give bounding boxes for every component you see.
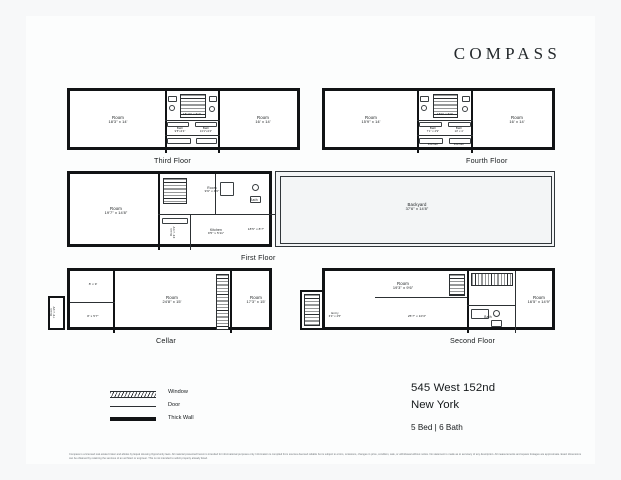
room-label: Room 18'3" x 14' bbox=[108, 115, 128, 125]
floor-name-cellar: Cellar bbox=[156, 336, 176, 345]
fixture bbox=[462, 96, 470, 102]
fixture bbox=[169, 105, 175, 111]
address-line-2: New York bbox=[411, 399, 460, 411]
room-label: Kitchen 9'5" x 5'11" bbox=[207, 228, 225, 236]
room-label: Room 16'5" x 14'9" bbox=[527, 295, 551, 305]
wall bbox=[215, 174, 216, 214]
floorplan-sheet bbox=[26, 16, 595, 464]
wall bbox=[218, 91, 220, 153]
floor-second bbox=[322, 268, 555, 330]
floor-name-first: First Floor bbox=[241, 253, 276, 262]
room-label: 25'7" x 10'3" bbox=[407, 314, 427, 318]
room-label: Room 16' x 14' bbox=[509, 115, 525, 125]
room-label: 18'5" x 8'7" bbox=[247, 227, 265, 231]
wall bbox=[165, 120, 220, 121]
floor-first bbox=[67, 171, 272, 247]
room-label: Room 3'4" x 5'3" bbox=[169, 225, 177, 239]
room-label: Room 19'3" x 9'6" bbox=[392, 281, 414, 291]
address-line-1: 545 West 152nd bbox=[411, 382, 496, 394]
fixture bbox=[252, 184, 259, 191]
room-label: Room 19'7" x 14'8" bbox=[104, 206, 128, 216]
floor-third bbox=[67, 88, 300, 150]
wall bbox=[70, 302, 115, 303]
room-label: Bath 9'5"x4'4" bbox=[174, 126, 186, 134]
door-symbol-icon bbox=[110, 406, 156, 407]
wall bbox=[158, 214, 275, 215]
thick-wall-symbol-icon bbox=[110, 417, 156, 421]
window-symbol-icon bbox=[110, 391, 156, 398]
wall bbox=[467, 271, 469, 333]
legend-item-window bbox=[110, 387, 310, 400]
room-label: Room 16' x 14' bbox=[255, 115, 271, 125]
room-label: Room 9'9" x 4'6" bbox=[204, 186, 220, 194]
floor-name-fourth: Fourth Floor bbox=[466, 156, 508, 165]
wall bbox=[417, 120, 473, 121]
fixture bbox=[491, 320, 502, 327]
disclaimer-text: Compass is a licensed real estate broker and abides by Equal Housing Opportunity laws. All material presented herein is intended for informational purposes only. Information is compiled from sources deemed reliable but is subject to errors, omissions, changes in price, condition, sale, or withdrawal without notice. No statement is made as to accuracy of any description. All measurements and square footages are approximate. Exact dimensions can be obtained by retaining the services of an architect or engineer. This is not intended to solicit property already listed. bbox=[69, 453, 581, 461]
fixture bbox=[209, 106, 215, 112]
wall bbox=[417, 135, 473, 136]
room-label: Bath 7'1" x 4'9" bbox=[426, 126, 440, 134]
floor-name-third: Third Floor bbox=[154, 156, 191, 165]
legend-item-door bbox=[110, 400, 310, 413]
room-label: Bath 13' x 4' bbox=[454, 126, 464, 134]
room-label: Bath 13'1"x4'4" bbox=[199, 126, 213, 134]
stair-icon bbox=[163, 178, 187, 204]
wall bbox=[190, 214, 191, 250]
room-label: Backyard 37'6" x 14'8" bbox=[405, 202, 429, 212]
room-label: 8' x 5'7" bbox=[87, 314, 99, 318]
wall bbox=[515, 271, 516, 333]
bed-bath-summary: 5 Bed | 6 Bath bbox=[411, 423, 463, 432]
wall bbox=[158, 174, 160, 250]
room-label: 18'6" x 6'9" bbox=[436, 112, 454, 116]
room-label: Kitchen bbox=[453, 142, 465, 146]
fixture bbox=[420, 96, 429, 102]
fixture bbox=[462, 106, 468, 112]
wall bbox=[467, 305, 515, 306]
room-label: 18'10" x 6'7" bbox=[182, 112, 202, 116]
fixture bbox=[196, 138, 217, 144]
room-label: Bath bbox=[250, 198, 258, 202]
legend-label: Door bbox=[168, 402, 181, 408]
legend-label: Window bbox=[168, 389, 188, 395]
fixture bbox=[167, 138, 191, 144]
stair-icon bbox=[449, 274, 465, 296]
room-label: Room 17'3" x 15' bbox=[246, 295, 266, 305]
legend-item-thick-wall bbox=[110, 413, 310, 426]
stair-icon bbox=[471, 273, 513, 286]
fixture bbox=[168, 96, 177, 102]
room-label: Room 15'9" x 14' bbox=[361, 115, 381, 125]
legend bbox=[110, 387, 310, 426]
floor-name-second: Second Floor bbox=[450, 336, 496, 345]
room-label: 8' x 9' bbox=[88, 282, 98, 286]
backyard-area bbox=[275, 171, 555, 247]
fixture bbox=[209, 96, 217, 102]
floor-cellar bbox=[67, 268, 272, 330]
room-label: Room 24'8" x 15' bbox=[162, 295, 182, 305]
room-label: Bath bbox=[484, 315, 492, 319]
stair-icon bbox=[216, 274, 229, 330]
room-label: Kitchen bbox=[427, 142, 439, 146]
wall bbox=[165, 135, 220, 136]
floor-fourth bbox=[322, 88, 555, 150]
legend-label: Thick Wall bbox=[168, 415, 194, 421]
stair-icon bbox=[304, 294, 320, 326]
room-label: Entry 6'3" x 4'5" bbox=[328, 311, 342, 319]
wall bbox=[375, 297, 467, 298]
compass-logo: COMPASS bbox=[453, 44, 561, 63]
wall bbox=[230, 271, 232, 333]
room-label: Room 7'9" x 3'9" bbox=[49, 305, 57, 319]
address-block bbox=[411, 382, 495, 432]
fixture bbox=[421, 105, 427, 111]
